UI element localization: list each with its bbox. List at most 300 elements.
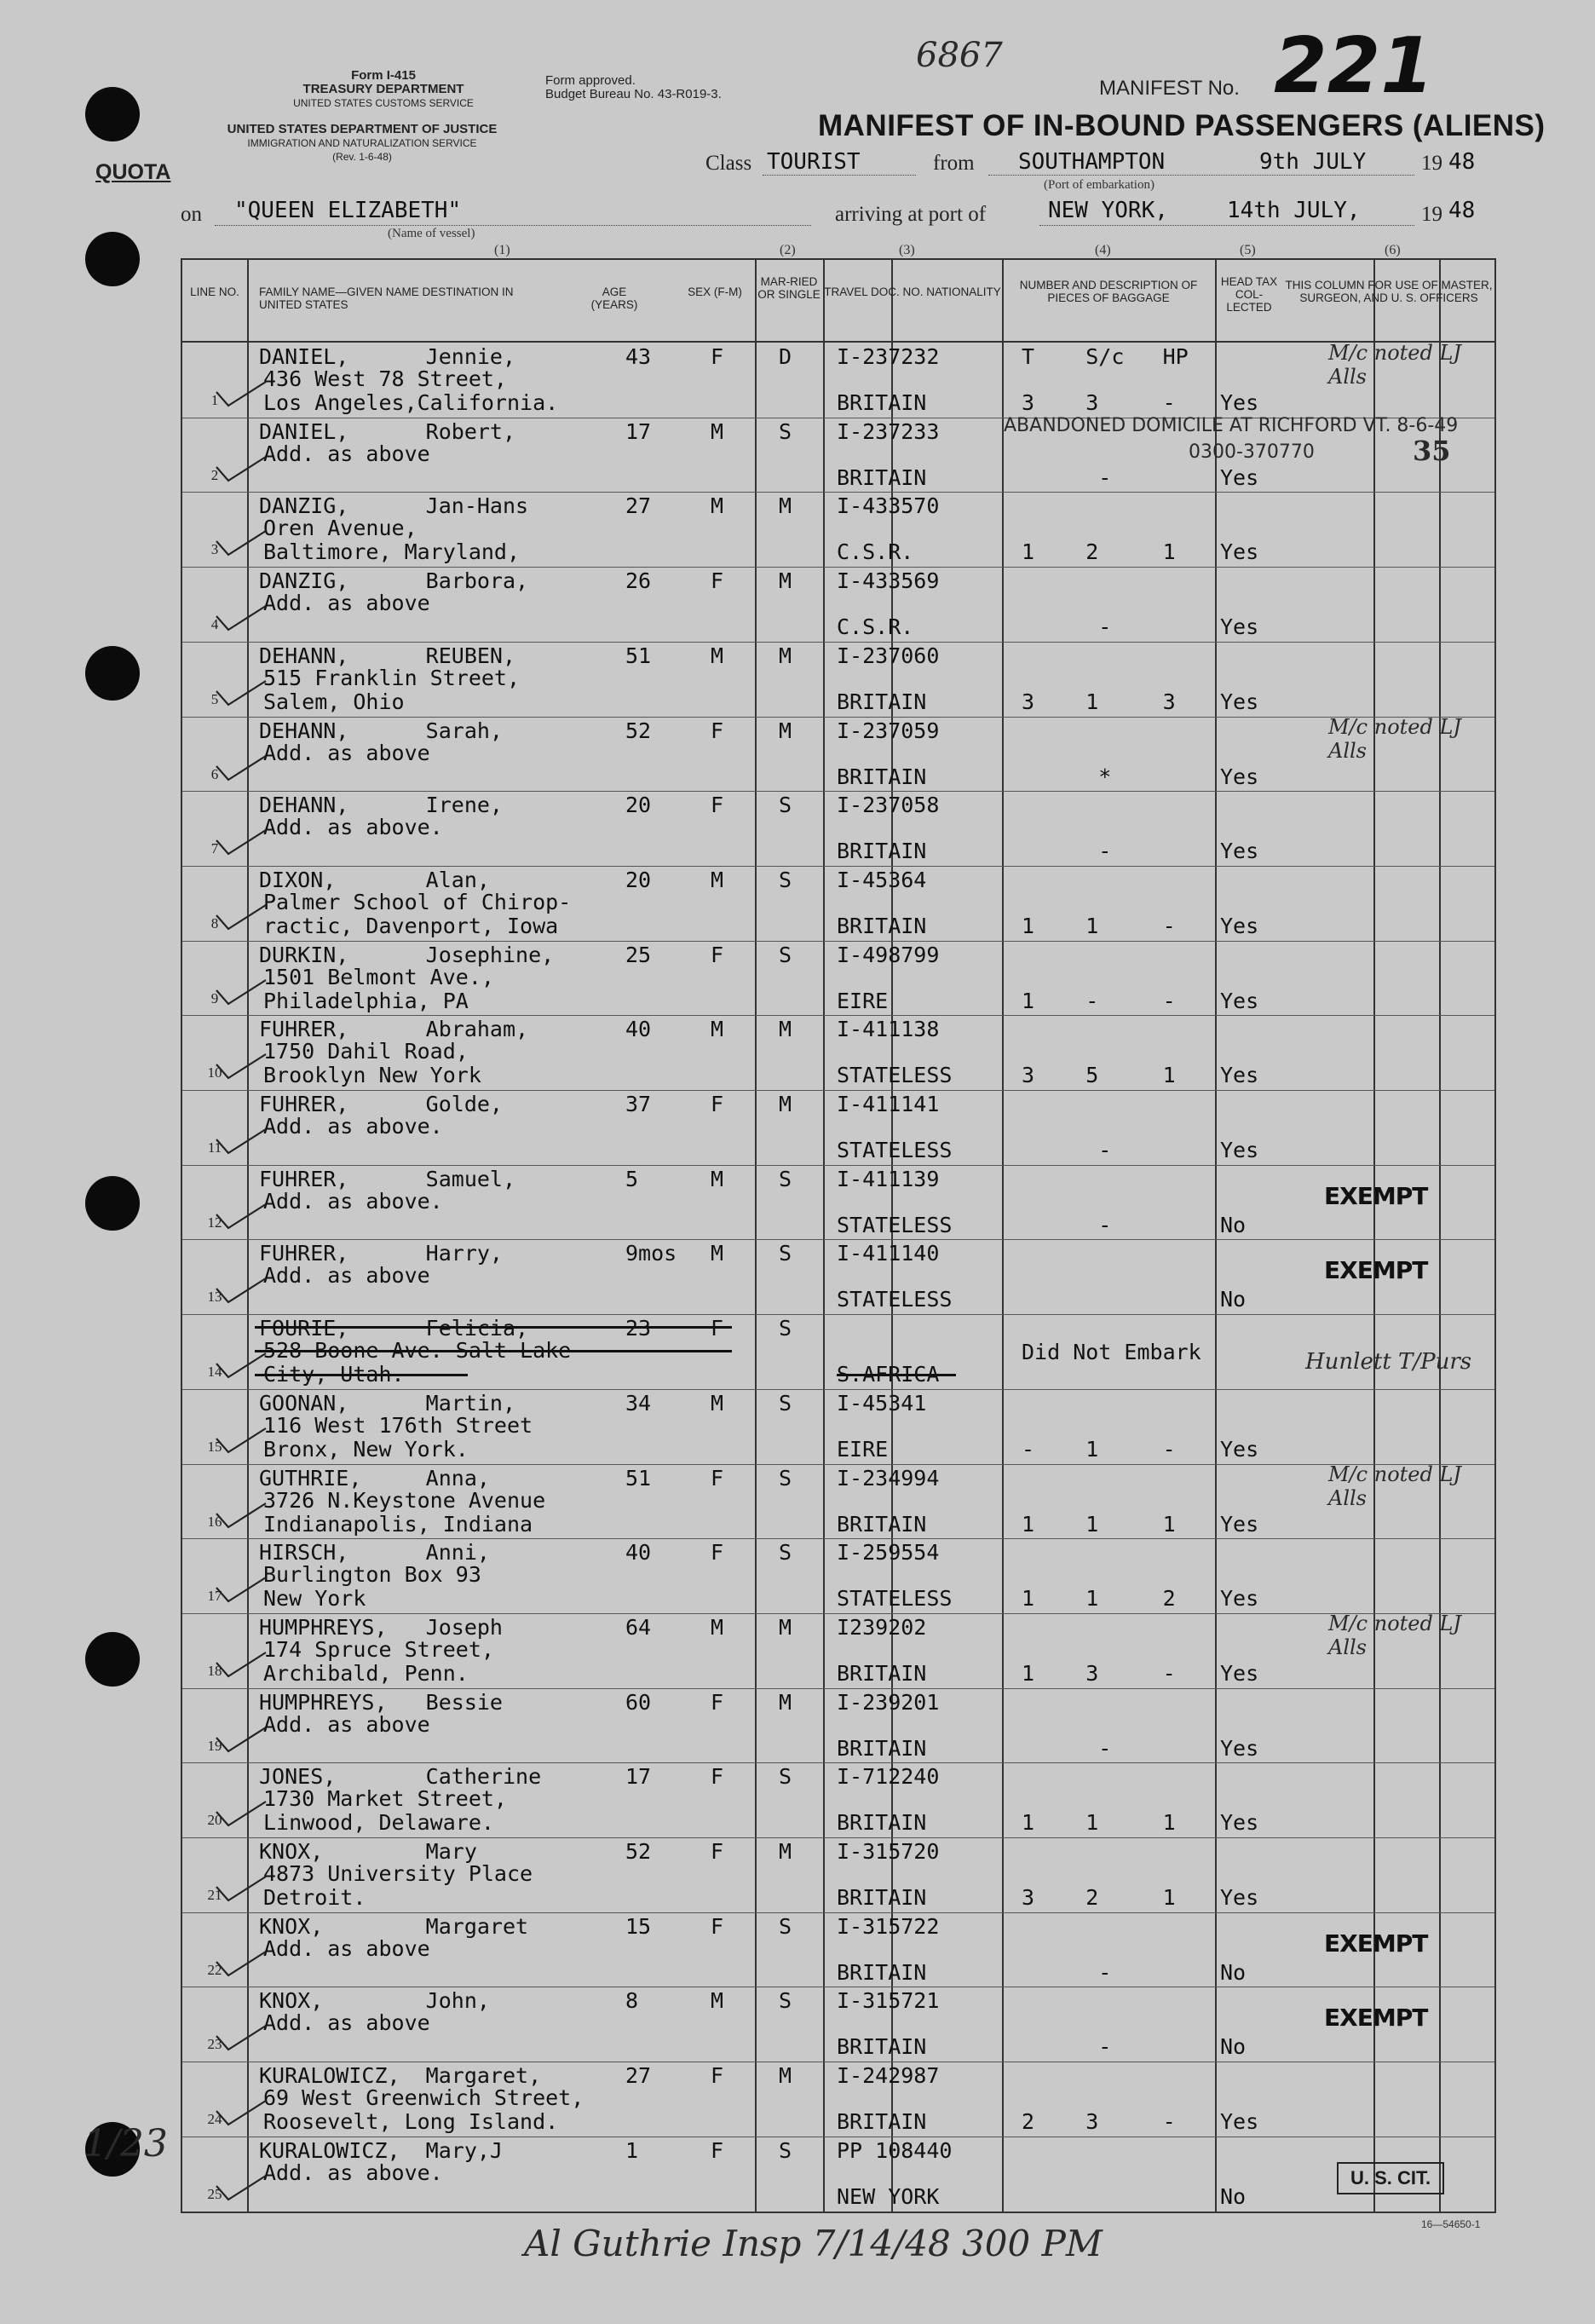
passenger-name: DEHANN, Sarah, bbox=[259, 718, 503, 743]
check-mark-icon bbox=[210, 452, 269, 486]
passenger-age: 52 bbox=[625, 1839, 652, 1864]
head-tax: No bbox=[1220, 1959, 1247, 1985]
passenger-address: 116 West 176th Street bbox=[263, 1412, 533, 1438]
line-number: 9 bbox=[210, 989, 219, 1006]
row-divider bbox=[182, 1762, 1494, 1763]
baggage-count: 1 1 2 bbox=[1022, 1586, 1176, 1612]
head-tax: Yes bbox=[1220, 1586, 1259, 1612]
passenger-age: 1 bbox=[625, 2137, 639, 2163]
passenger-name: FUHRER, Samuel, bbox=[259, 1166, 516, 1191]
head-tax: Yes bbox=[1220, 913, 1259, 938]
col-header-married: MAR-RIED OR SINGLE bbox=[757, 275, 821, 301]
marital-status: M bbox=[779, 643, 792, 668]
line-number: 10 bbox=[207, 1064, 222, 1081]
nationality: BRITAIN bbox=[837, 1810, 927, 1836]
baggage-count: - bbox=[1022, 2034, 1112, 2060]
passenger-age: 60 bbox=[625, 1689, 652, 1715]
check-mark-icon bbox=[210, 1871, 269, 1906]
check-mark-icon bbox=[210, 1124, 269, 1158]
baggage-count: Did Not Embark bbox=[1022, 1340, 1201, 1365]
passenger-age: 17 bbox=[625, 1764, 652, 1790]
abandoned-domicile-note: ABANDONED DOMICILE AT RICHFORD VT. 8-6-49 bbox=[1004, 415, 1459, 436]
travel-doc-no: I-411139 bbox=[837, 1166, 940, 1191]
check-mark-icon bbox=[210, 900, 269, 934]
head-tax: Yes bbox=[1220, 1735, 1259, 1761]
nationality: BRITAIN bbox=[837, 1959, 927, 1985]
side-mark: 1/23 bbox=[83, 2122, 168, 2165]
baggage-count: - bbox=[1022, 1138, 1112, 1162]
baggage-header: T S/c HP bbox=[1022, 344, 1189, 369]
check-mark-icon bbox=[210, 676, 269, 710]
travel-doc-no: I-237058 bbox=[837, 793, 940, 818]
marital-status: S bbox=[779, 418, 792, 444]
passenger-name: DIXON, Alan, bbox=[259, 867, 490, 892]
passenger-address: Add. as above bbox=[263, 1263, 430, 1289]
binder-hole bbox=[85, 87, 140, 141]
col-num: (5) bbox=[1240, 243, 1256, 257]
marital-status: S bbox=[779, 1988, 792, 2014]
head-tax: No bbox=[1220, 1212, 1247, 1237]
row-divider bbox=[182, 567, 1494, 568]
passenger-sex: M bbox=[711, 1614, 724, 1640]
passenger-age: 23 bbox=[625, 1316, 652, 1341]
travel-doc-no: I-433569 bbox=[837, 568, 940, 594]
binder-hole bbox=[85, 232, 140, 286]
marital-status: D bbox=[779, 344, 792, 369]
marital-status: S bbox=[779, 2137, 792, 2163]
passenger-sex: M bbox=[711, 1241, 724, 1266]
travel-doc-no: I-411140 bbox=[837, 1241, 940, 1266]
binder-hole bbox=[85, 1632, 140, 1687]
passenger-address: Add. as above. bbox=[263, 1188, 443, 1214]
check-mark-icon bbox=[210, 975, 269, 1009]
passenger-name: DANIEL, Robert, bbox=[259, 418, 516, 444]
check-mark-icon bbox=[210, 1647, 269, 1681]
head-tax: Yes bbox=[1220, 689, 1259, 714]
line-number: 13 bbox=[207, 1289, 222, 1306]
baggage-count: 1 - - bbox=[1022, 988, 1176, 1013]
col-header-baggage: NUMBER AND DESCRIPTION OF PIECES OF BAGGAGE bbox=[1019, 279, 1198, 304]
check-mark-icon bbox=[210, 1946, 269, 1981]
head-tax: Yes bbox=[1220, 1660, 1259, 1686]
arriving-label: arriving at port of bbox=[835, 203, 987, 226]
line-number: 2 bbox=[210, 466, 219, 483]
row-divider bbox=[182, 1165, 1494, 1166]
arrive-underline bbox=[1039, 225, 1414, 226]
passenger-address: Add. as above. bbox=[263, 815, 443, 840]
passenger-sex: M bbox=[711, 1017, 724, 1042]
class-value: TOURIST bbox=[767, 149, 861, 175]
form-approved: Form approved. bbox=[545, 73, 636, 88]
col-num: (1) bbox=[494, 243, 510, 257]
travel-doc-no: I-239201 bbox=[837, 1689, 940, 1715]
line-number: 6 bbox=[210, 765, 219, 782]
marital-status: S bbox=[779, 1913, 792, 1939]
baggage-count: - bbox=[1022, 1959, 1112, 1985]
passenger-sex: M bbox=[711, 1166, 724, 1191]
line-number: 19 bbox=[207, 1737, 222, 1754]
passenger-name: HIRSCH, Anni, bbox=[259, 1540, 490, 1566]
marital-status: M bbox=[779, 493, 792, 519]
passenger-age: 20 bbox=[625, 867, 652, 892]
marital-status: M bbox=[779, 718, 792, 743]
passenger-name: FUHRER, Abraham, bbox=[259, 1017, 529, 1042]
col-header-head-tax: HEAD TAX COL-LECTED bbox=[1220, 275, 1278, 314]
travel-doc-no: I-237059 bbox=[837, 718, 940, 743]
passenger-name: DANZIG, Jan-Hans bbox=[259, 493, 529, 519]
row-divider bbox=[182, 1912, 1494, 1913]
passenger-address: 1501 Belmont Ave., bbox=[263, 964, 494, 989]
travel-doc-no: I-712240 bbox=[837, 1764, 940, 1790]
form-number: Form I-415 bbox=[351, 68, 416, 83]
passenger-name: HUMPHREYS, Bessie bbox=[259, 1689, 503, 1715]
nationality: STATELESS bbox=[837, 1586, 953, 1612]
passenger-name: JONES, Catherine bbox=[259, 1764, 542, 1790]
col-num: (4) bbox=[1095, 243, 1111, 257]
passenger-age: 34 bbox=[625, 1390, 652, 1416]
customs-service: UNITED STATES CUSTOMS SERVICE bbox=[293, 97, 474, 109]
passenger-address-2: New York bbox=[263, 1586, 366, 1612]
travel-doc-no: I-45364 bbox=[837, 867, 927, 892]
baggage-count: 2 3 - bbox=[1022, 2109, 1176, 2135]
baggage-count: 1 3 - bbox=[1022, 1660, 1176, 1686]
passenger-sex: F bbox=[711, 942, 724, 967]
passenger-name: FOURIE, Felicia, bbox=[259, 1316, 529, 1341]
col-num: (2) bbox=[780, 243, 796, 257]
manifest-label: MANIFEST No. bbox=[1099, 77, 1240, 100]
handwritten-top-number: 6867 bbox=[916, 36, 1003, 75]
head-tax: Yes bbox=[1220, 1810, 1259, 1836]
nationality: BRITAIN bbox=[837, 1885, 927, 1910]
passenger-age: 20 bbox=[625, 793, 652, 818]
ins-service: IMMIGRATION AND NATURALIZATION SERVICE bbox=[247, 137, 477, 149]
marital-status: M bbox=[779, 2063, 792, 2089]
passenger-name: GUTHRIE, Anna, bbox=[259, 1465, 490, 1491]
binder-hole bbox=[85, 646, 140, 701]
line-number: 4 bbox=[210, 616, 219, 633]
row-divider bbox=[182, 941, 1494, 942]
travel-doc-no: PP 108440 bbox=[837, 2137, 953, 2163]
passenger-address-2: Salem, Ohio bbox=[263, 689, 405, 714]
passenger-name: FUHRER, Golde, bbox=[259, 1092, 503, 1116]
check-mark-icon bbox=[210, 1049, 269, 1083]
line-number: 12 bbox=[207, 1214, 222, 1231]
baggage-count: - bbox=[1022, 1735, 1112, 1761]
baggage-count: * bbox=[1022, 764, 1112, 789]
passenger-name: DANZIG, Barbora, bbox=[259, 568, 529, 594]
passenger-name: KURALOWICZ, Mary,J bbox=[259, 2137, 503, 2163]
revision: (Rev. 1-6-48) bbox=[332, 151, 392, 163]
line-number: 15 bbox=[207, 1438, 222, 1455]
head-tax: Yes bbox=[1220, 764, 1259, 789]
head-tax: Yes bbox=[1220, 839, 1259, 864]
nationality: BRITAIN bbox=[837, 1511, 927, 1537]
travel-doc-no: I239202 bbox=[837, 1614, 927, 1640]
travel-doc-no: I-315721 bbox=[837, 1988, 940, 2014]
on-label: on bbox=[181, 203, 202, 226]
baggage-count: 1 1 - bbox=[1022, 913, 1176, 938]
line-number: 18 bbox=[207, 1662, 222, 1679]
passenger-age: 40 bbox=[625, 1540, 652, 1566]
passenger-name: KNOX, John, bbox=[259, 1988, 490, 2014]
baggage-count: 1 2 1 bbox=[1022, 539, 1176, 565]
baggage-count: - bbox=[1022, 1212, 1112, 1237]
nationality: BRITAIN bbox=[837, 764, 927, 789]
line-number: 17 bbox=[207, 1588, 222, 1605]
passenger-age: 37 bbox=[625, 1092, 652, 1116]
passenger-address-2: Detroit. bbox=[263, 1885, 366, 1910]
travel-doc-no: I-259554 bbox=[837, 1540, 940, 1566]
col-num: (6) bbox=[1385, 243, 1401, 257]
baggage-count: - bbox=[1022, 464, 1112, 490]
arrive-year: 48 bbox=[1448, 198, 1476, 223]
abandoned-file-no: 0300-370770 bbox=[1189, 441, 1315, 463]
passenger-age: 64 bbox=[625, 1614, 652, 1640]
col-header-officers: THIS COLUMN FOR USE OF MASTER, SURGEON, AND U. S. OFFICERS bbox=[1285, 279, 1493, 304]
row-divider bbox=[182, 791, 1494, 792]
passenger-address: Add. as above. bbox=[263, 1114, 443, 1139]
vessel-underline bbox=[215, 225, 811, 226]
vessel-name: "QUEEN ELIZABETH" bbox=[234, 198, 462, 223]
head-tax: Yes bbox=[1220, 1063, 1259, 1088]
nationality: STATELESS bbox=[837, 1287, 953, 1312]
passenger-sex: M bbox=[711, 867, 724, 892]
head-tax: Yes bbox=[1220, 1436, 1259, 1462]
col-header-travel-doc: TRAVEL DOC. NO. NATIONALITY bbox=[824, 285, 1001, 298]
nationality: S.AFRICA bbox=[837, 1362, 940, 1387]
row-divider bbox=[182, 1688, 1494, 1689]
passenger-name: KURALOWICZ, Margaret, bbox=[259, 2063, 542, 2089]
passenger-name: KNOX, Mary bbox=[259, 1839, 477, 1864]
head-tax: Yes bbox=[1220, 464, 1259, 490]
passenger-sex: F bbox=[711, 1689, 724, 1715]
inspector-signature: Al Guthrie Insp 7/14/48 300 PM bbox=[524, 2223, 1103, 2264]
fourie-officer-note: Hunlett T/Purs bbox=[1305, 1349, 1472, 1375]
passenger-address-2: Indianapolis, Indiana bbox=[263, 1511, 533, 1537]
nationality: EIRE bbox=[837, 1436, 889, 1462]
check-mark-icon bbox=[210, 1572, 269, 1606]
col-header-name: FAMILY NAME—GIVEN NAME DESTINATION IN UNITED STATES bbox=[259, 285, 514, 311]
page-corner-number: 35 bbox=[1413, 435, 1451, 467]
strike-line bbox=[255, 1374, 468, 1376]
passenger-address: Add. as above bbox=[263, 591, 430, 616]
passenger-sex: M bbox=[711, 643, 724, 668]
nationality: BRITAIN bbox=[837, 2109, 927, 2135]
nationality: BRITAIN bbox=[837, 689, 927, 714]
row-divider bbox=[182, 1015, 1494, 1016]
passenger-name: DEHANN, REUBEN, bbox=[259, 643, 516, 668]
nationality: C.S.R. bbox=[837, 614, 914, 640]
passenger-address-2: ractic, Davenport, Iowa bbox=[263, 913, 559, 938]
passenger-age: 17 bbox=[625, 418, 652, 444]
strike-line bbox=[255, 1350, 732, 1352]
passenger-address: Add. as above bbox=[263, 2010, 430, 2036]
from-port: SOUTHAMPTON bbox=[1018, 149, 1166, 175]
travel-doc-no: I-242987 bbox=[837, 2063, 940, 2089]
check-mark-icon bbox=[210, 1199, 269, 1233]
passenger-sex: F bbox=[711, 2063, 724, 2089]
passenger-address: 1730 Market Street, bbox=[263, 1786, 507, 1812]
passenger-address-2: Philadelphia, PA bbox=[263, 988, 469, 1013]
passenger-age: 15 bbox=[625, 1913, 652, 1939]
manifest-title: MANIFEST OF IN-BOUND PASSENGERS (ALIENS) bbox=[818, 109, 1546, 142]
marital-status: S bbox=[779, 1241, 792, 1266]
baggage-count: 3 5 1 bbox=[1022, 1063, 1176, 1088]
check-mark-icon bbox=[210, 751, 269, 785]
passenger-sex: F bbox=[711, 1092, 724, 1116]
class-underline bbox=[763, 175, 916, 176]
row-divider bbox=[182, 1314, 1494, 1315]
travel-doc-no: I-234994 bbox=[837, 1465, 940, 1491]
line-number: 14 bbox=[207, 1364, 222, 1381]
passenger-age: 43 bbox=[625, 344, 652, 369]
budget-bureau: Budget Bureau No. 43-R019-3. bbox=[545, 87, 722, 101]
check-mark-icon bbox=[210, 1273, 269, 1307]
passenger-address-2: City, Utah. bbox=[263, 1362, 405, 1387]
head-tax: Yes bbox=[1220, 539, 1259, 565]
vessel-caption: (Name of vessel) bbox=[388, 227, 475, 240]
line-number: 20 bbox=[207, 1812, 222, 1829]
exempt-stamp: EXEMPT bbox=[1324, 1929, 1428, 1958]
head-tax: No bbox=[1220, 2034, 1247, 2060]
travel-doc-no: I-237232 bbox=[837, 344, 940, 369]
us-citizen-stamp: U. S. CIT. bbox=[1337, 2162, 1444, 2194]
officer-note: M/c noted LJ Alls bbox=[1328, 341, 1462, 389]
col-header-line-no: LINE NO. bbox=[190, 285, 239, 298]
row-divider bbox=[182, 492, 1494, 493]
head-tax: Yes bbox=[1220, 2109, 1259, 2135]
passenger-sex: F bbox=[711, 1316, 724, 1341]
line-number: 1 bbox=[210, 392, 219, 408]
marital-status: S bbox=[779, 793, 792, 818]
head-tax: Yes bbox=[1220, 1138, 1259, 1162]
line-number: 23 bbox=[207, 2036, 222, 2053]
nationality: BRITAIN bbox=[837, 2034, 927, 2060]
passenger-address-2: Bronx, New York. bbox=[263, 1436, 469, 1462]
passenger-age: 5 bbox=[625, 1166, 639, 1191]
quota-label: QUOTA bbox=[95, 160, 171, 184]
check-mark-icon bbox=[210, 377, 269, 411]
marital-status: S bbox=[779, 1316, 792, 1341]
passenger-name: DANIEL, Jennie, bbox=[259, 344, 516, 369]
row-divider bbox=[182, 1239, 1494, 1240]
passenger-name: KNOX, Margaret bbox=[259, 1913, 529, 1939]
passenger-age: 27 bbox=[625, 493, 652, 519]
passenger-address-2: Linwood, Delaware. bbox=[263, 1810, 494, 1836]
passenger-address: Add. as above. bbox=[263, 2160, 443, 2185]
passenger-sex: F bbox=[711, 1839, 724, 1864]
marital-status: M bbox=[779, 1092, 792, 1116]
nationality: EIRE bbox=[837, 988, 889, 1013]
marital-status: S bbox=[779, 867, 792, 892]
passenger-age: 26 bbox=[625, 568, 652, 594]
passenger-address: Add. as above bbox=[263, 441, 430, 466]
row-divider bbox=[182, 1464, 1494, 1465]
row-divider bbox=[182, 1389, 1494, 1390]
nationality: BRITAIN bbox=[837, 1660, 927, 1686]
row-divider bbox=[182, 1613, 1494, 1614]
head-tax: Yes bbox=[1220, 988, 1259, 1013]
line-number: 25 bbox=[207, 2185, 222, 2202]
passenger-sex: F bbox=[711, 344, 724, 369]
nationality: STATELESS bbox=[837, 1212, 953, 1237]
line-number: 22 bbox=[207, 1961, 222, 1978]
marital-status: S bbox=[779, 1540, 792, 1566]
check-mark-icon bbox=[210, 2021, 269, 2055]
travel-doc-no: I-315722 bbox=[837, 1913, 940, 1939]
check-mark-icon bbox=[210, 601, 269, 635]
line-number: 24 bbox=[207, 2111, 222, 2128]
head-tax: Yes bbox=[1220, 1511, 1259, 1537]
head-tax: No bbox=[1220, 2183, 1247, 2209]
passenger-sex: F bbox=[711, 1540, 724, 1566]
passenger-name: DEHANN, Irene, bbox=[259, 793, 503, 818]
line-number: 11 bbox=[207, 1139, 222, 1156]
strike-line bbox=[255, 1326, 732, 1329]
from-date: 9th JULY bbox=[1259, 149, 1367, 175]
passenger-sex: F bbox=[711, 718, 724, 743]
justice-dept: UNITED STATES DEPARTMENT OF JUSTICE bbox=[227, 122, 498, 136]
check-mark-icon bbox=[210, 2171, 269, 2205]
officer-note: M/c noted LJ Alls bbox=[1328, 1611, 1462, 1659]
passenger-sex: M bbox=[711, 493, 724, 519]
marital-status: M bbox=[779, 1689, 792, 1715]
nationality: BRITAIN bbox=[837, 1735, 927, 1761]
row-divider bbox=[182, 1090, 1494, 1091]
check-mark-icon bbox=[210, 1796, 269, 1831]
officer-note: M/c noted LJ Alls bbox=[1328, 714, 1462, 763]
travel-doc-no: I-411141 bbox=[837, 1092, 940, 1116]
from-year-prefix: 19 bbox=[1421, 152, 1442, 175]
passenger-address: 515 Franklin Street, bbox=[263, 665, 521, 690]
passenger-age: 51 bbox=[625, 643, 652, 668]
passenger-sex: M bbox=[711, 1390, 724, 1416]
passenger-address: Oren Avenue, bbox=[263, 516, 417, 541]
passenger-name: FUHRER, Harry, bbox=[259, 1241, 503, 1266]
baggage-count: 3 2 1 bbox=[1022, 1885, 1176, 1910]
treasury-dept: TREASURY DEPARTMENT bbox=[302, 82, 464, 96]
travel-doc-no: I-45341 bbox=[837, 1390, 927, 1416]
passenger-sex: F bbox=[711, 1764, 724, 1790]
exempt-stamp: EXEMPT bbox=[1324, 1181, 1428, 1210]
arrive-year-prefix: 19 bbox=[1421, 203, 1442, 226]
port-embark-caption: (Port of embarkation) bbox=[1044, 178, 1155, 192]
line-number: 5 bbox=[210, 690, 219, 707]
row-divider bbox=[182, 1538, 1494, 1539]
nationality: STATELESS bbox=[837, 1063, 953, 1088]
nationality: STATELESS bbox=[837, 1138, 953, 1162]
passenger-sex: F bbox=[711, 1465, 724, 1491]
line-number: 7 bbox=[210, 840, 219, 857]
marital-status: M bbox=[779, 568, 792, 594]
check-mark-icon bbox=[210, 825, 269, 859]
col-header-sex: SEX (F-M) bbox=[688, 285, 742, 298]
travel-doc-no: I-411138 bbox=[837, 1017, 940, 1042]
passenger-address: 174 Spruce Street, bbox=[263, 1636, 494, 1662]
passenger-address-2: Roosevelt, Long Island. bbox=[263, 2109, 559, 2135]
passenger-name: DURKIN, Josephine, bbox=[259, 942, 555, 967]
passenger-address-2: Archibald, Penn. bbox=[263, 1660, 469, 1686]
check-mark-icon bbox=[210, 1722, 269, 1756]
head-tax: Yes bbox=[1220, 1885, 1259, 1910]
check-mark-icon bbox=[210, 2096, 269, 2130]
nationality: C.S.R. bbox=[837, 539, 914, 565]
footer-code: 16—54650-1 bbox=[1421, 2218, 1481, 2230]
travel-doc-no: I-315720 bbox=[837, 1839, 940, 1864]
manifest-table bbox=[181, 258, 1496, 2213]
passenger-sex: F bbox=[711, 793, 724, 818]
passenger-sex: F bbox=[711, 568, 724, 594]
